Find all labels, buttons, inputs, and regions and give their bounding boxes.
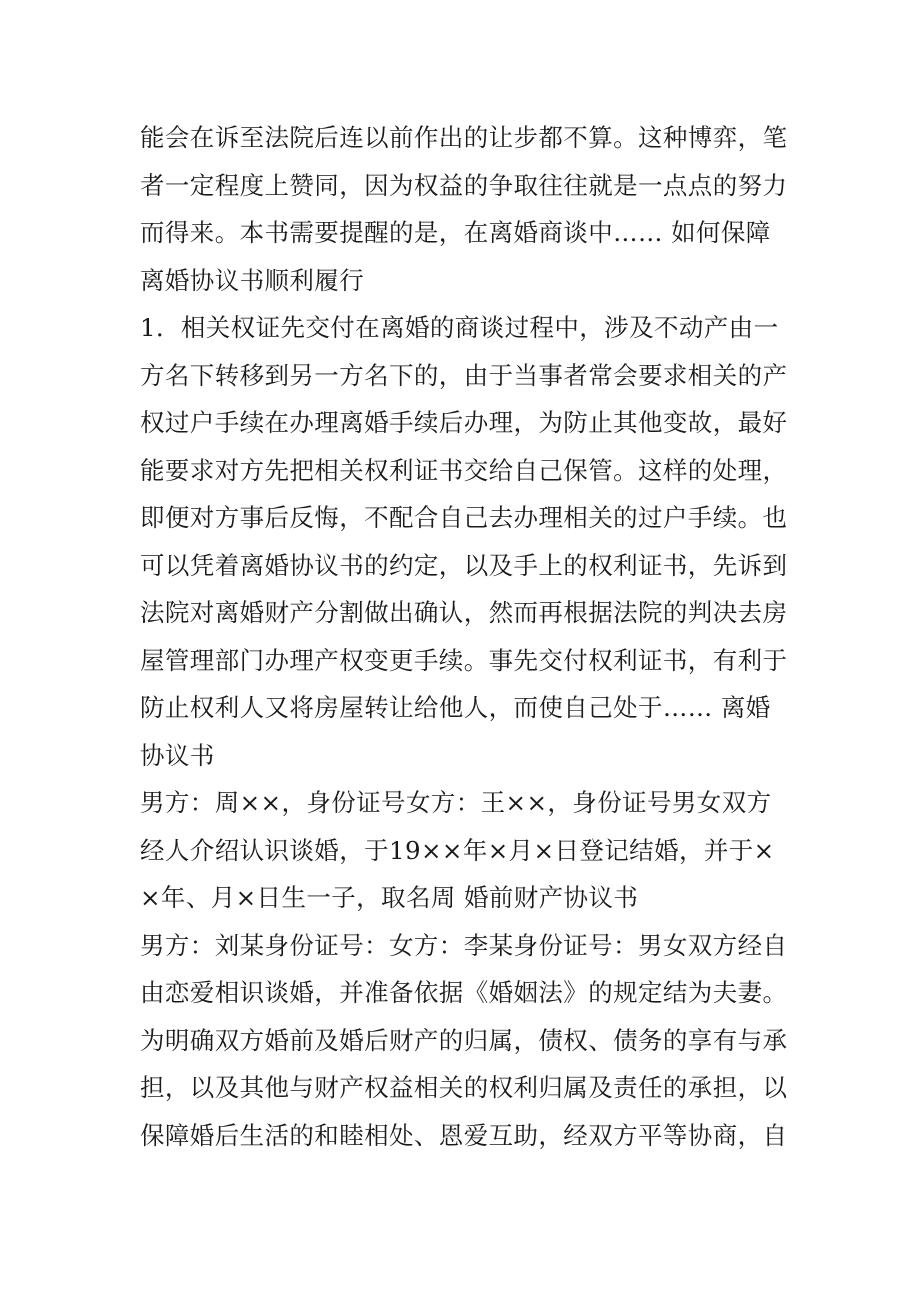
text-line: 权过户手续在办理离婚手续后办理，为防止其他变故，最好: [140, 408, 788, 437]
text-line: 男方：周××，身份证号女方：王××，身份证号男女双方: [140, 788, 772, 817]
text-line: 协议书: [140, 740, 215, 770]
text-line: 能要求对方先把相关权利证书交给自己保管。这样的处理，: [140, 455, 788, 485]
text-line: 者一定程度上赞同，因为权益的争取往往就是一点点的努力: [140, 170, 788, 200]
text-line: 法院对离婚财产分割做出确认，然而再根据法院的判决去房: [140, 598, 788, 627]
text-line: 能会在诉至法院后连以前作出的让步都不算。这种博弈，笔: [140, 123, 788, 152]
text-line: 经人介绍认识谈婚，于19××年×月×日登记结婚，并于×: [140, 835, 775, 865]
text-line: 1．相关权证先交付在离婚的商谈过程中，涉及不动产由一: [140, 313, 779, 342]
text-line: 即便对方事后反悔，不配合自己去办理相关的过户手续。也: [140, 503, 788, 532]
text-line: 可以凭着离婚协议书的约定，以及手上的权利证书，先诉到: [140, 550, 788, 580]
text-line: 保障婚后生活的和睦相处、恩爱互助，经双方平等协商，自: [140, 1120, 788, 1150]
text-line: 离婚协议书顺利履行: [140, 265, 365, 295]
text-line: 方名下转移到另一方名下的，由于当事者常会要求相关的产: [140, 360, 788, 390]
text-line: 由恋爱相识谈婚，并准备依据《婚姻法》的规定结为夫妻。: [140, 978, 788, 1007]
document-body: [140, 114, 808, 1159]
text-line: 屋管理部门办理产权变更手续。事先交付权利证书，有利于: [140, 645, 788, 675]
text-line: ×年、月×日生一子，取名周 婚前财产协议书: [140, 883, 639, 912]
text-line: 防止权利人又将房屋转让给他人，而使自己处于…… 离婚: [140, 693, 771, 722]
text-line: 担，以及其他与财产权益相关的权利归属及责任的承担，以: [140, 1073, 788, 1102]
text-line: 男方：刘某身份证号：女方：李某身份证号：男女双方经自: [140, 930, 788, 960]
text-line: 而得来。本书需要提醒的是，在离婚商谈中…… 如何保障: [140, 218, 771, 247]
text-line: 为明确双方婚前及婚后财产的归属，债权、债务的享有与承: [140, 1025, 788, 1055]
